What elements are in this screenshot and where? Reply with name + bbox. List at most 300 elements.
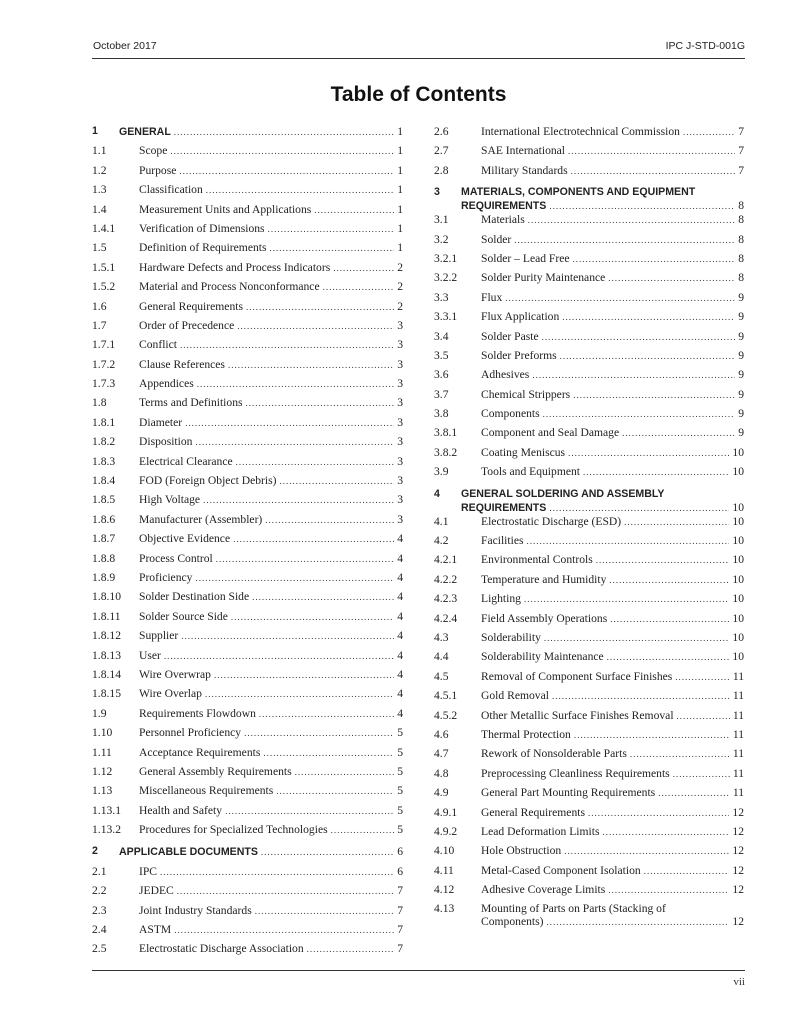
toc-entry-title: Temperature and Humidity: [481, 572, 607, 586]
toc-entry-body: [139, 765, 403, 779]
toc-page-number: 10: [732, 650, 744, 664]
toc-entry[interactable]: [434, 553, 744, 572]
toc-entry-body: [481, 864, 744, 878]
toc-page-number: 7: [738, 144, 744, 158]
toc-entry-title: Solderability: [481, 630, 541, 644]
toc-entry[interactable]: [434, 883, 744, 902]
toc-entry-line: [139, 804, 403, 818]
toc-entry-line: [139, 746, 403, 760]
toc-entry[interactable]: [92, 823, 403, 842]
toc-page-number: 4: [397, 648, 403, 662]
toc-entry-title: Other Metallic Surface Finishes Removal: [481, 708, 674, 722]
toc-entry-title: Wire Overwrap: [139, 667, 211, 681]
toc-page-number: 10: [732, 553, 744, 567]
toc-entry-number: 1.8.1: [92, 415, 116, 429]
header-document-id: IPC J-STD-001G: [665, 40, 745, 52]
toc-entry[interactable]: [92, 377, 403, 396]
toc-leader-dots: [214, 669, 394, 682]
toc-entry-body: [139, 261, 403, 275]
toc-leader-dots: [544, 632, 730, 645]
toc-entry-line: [139, 300, 403, 314]
toc-entry-title: GENERAL SOLDERING AND ASSEMBLY: [461, 487, 665, 500]
toc-entry[interactable]: [92, 241, 403, 260]
toc-entry[interactable]: [434, 144, 744, 163]
toc-entry[interactable]: [434, 573, 744, 592]
toc-leader-dots: [259, 708, 394, 721]
toc-entry[interactable]: [434, 864, 744, 883]
toc-entry[interactable]: [434, 213, 744, 232]
toc-entry-number: 4.12: [434, 883, 455, 897]
toc-entry[interactable]: [92, 164, 403, 183]
toc-entry-number: 4.5.1: [434, 689, 458, 703]
toc-entry-body: [481, 612, 744, 626]
toc-entry[interactable]: [434, 330, 744, 349]
toc-entry-body: [139, 358, 403, 372]
toc-entry-body: [139, 377, 403, 391]
toc-entry-body: [481, 213, 744, 227]
toc-entry[interactable]: [92, 904, 403, 923]
toc-leader-dots: [583, 466, 729, 479]
toc-entry-line: [481, 747, 744, 761]
toc-entry[interactable]: [434, 670, 744, 689]
toc-entry-line: [481, 271, 744, 285]
toc-entry-number: 1.8.13: [92, 648, 121, 662]
toc-entry[interactable]: [92, 358, 403, 377]
toc-leader-dots: [181, 630, 394, 643]
toc-entry[interactable]: [434, 349, 744, 368]
toc-entry-line: [481, 349, 744, 363]
toc-entry-title: Process Control: [139, 551, 213, 565]
toc-entry-title: Scope: [139, 144, 168, 158]
toc-entry-title: Removal of Component Surface Finishes: [481, 669, 673, 683]
toc-page-number: 3: [397, 474, 403, 488]
toc-entry-body: [139, 784, 403, 798]
toc-entry-body: [481, 747, 744, 761]
toc-entry-body: [139, 823, 403, 837]
toc-entry-line: [481, 164, 744, 178]
toc-entry-title: Solder – Lead Free: [481, 251, 570, 265]
toc-entry[interactable]: [92, 300, 403, 319]
toc-entry[interactable]: [92, 261, 403, 280]
toc-entry[interactable]: [434, 650, 744, 669]
toc-entry-number: 3.1: [434, 213, 449, 227]
toc-entry[interactable]: [434, 446, 744, 465]
toc-entry[interactable]: [92, 687, 403, 706]
toc-entry-line: [481, 806, 744, 820]
toc-entry[interactable]: [92, 455, 403, 474]
toc-entry[interactable]: [434, 465, 744, 484]
toc-entry[interactable]: [92, 610, 403, 629]
toc-entry-body: [139, 183, 403, 197]
toc-entry-title: Adhesive Coverage Limits: [481, 883, 606, 897]
toc-entry-title: Solder Paste: [481, 329, 539, 343]
toc-leader-dots: [246, 397, 395, 410]
toc-entry-title: Solder Destination Side: [139, 590, 250, 604]
toc-leader-dots: [673, 768, 730, 781]
toc-entry[interactable]: [92, 513, 403, 532]
toc-entry-line: [139, 183, 403, 197]
toc-entry[interactable]: [434, 291, 744, 310]
toc-entry-body: [139, 319, 403, 333]
toc-entry[interactable]: [92, 571, 403, 590]
toc-page-number: 1: [397, 163, 403, 177]
toc-page-number: 7: [397, 942, 403, 956]
toc-entry-body: [481, 515, 744, 529]
toc-entry[interactable]: [92, 532, 403, 551]
toc-entry-number: 4.9.1: [434, 805, 458, 819]
toc-entry-body: [139, 610, 403, 624]
toc-entry-number: 4.1: [434, 514, 449, 528]
toc-entry-body: [481, 573, 744, 587]
toc-leader-dots: [236, 456, 395, 469]
toc-page-number: 10: [732, 534, 744, 548]
toc-entry-line: [139, 865, 403, 879]
toc-page-number: 10: [732, 630, 744, 644]
toc-entry-body: [481, 125, 744, 139]
toc-entry[interactable]: [434, 515, 744, 534]
toc-page-number: 7: [397, 923, 403, 937]
toc-entry-body: [481, 426, 744, 440]
footer-rule: [92, 970, 745, 971]
toc-leader-dots: [542, 331, 736, 344]
toc-leader-dots: [560, 350, 736, 363]
toc-entry-body: [481, 349, 744, 363]
toc-leader-dots: [216, 553, 394, 566]
toc-entry-number: 4.13: [434, 902, 455, 916]
toc-entry-line: [461, 488, 744, 501]
toc-page-number: 1: [397, 202, 403, 216]
toc-entry-number: 4.9: [434, 786, 449, 800]
toc-entry-body: [481, 534, 744, 548]
toc-entry-body: [139, 435, 403, 449]
toc-page-number: 9: [738, 387, 744, 401]
toc-entry[interactable]: [434, 592, 744, 611]
toc-page-number: 3: [397, 454, 403, 468]
toc-entry-number: 2: [92, 845, 98, 858]
toc-entry[interactable]: [434, 631, 744, 650]
toc-entry-number: 1.8.11: [92, 609, 121, 623]
toc-page-number: 11: [732, 786, 744, 800]
toc-entry-line: [139, 513, 403, 527]
toc-entry-line: [119, 845, 403, 859]
toc-leader-dots: [164, 650, 394, 663]
toc-entry-line: [139, 552, 403, 566]
toc-page-number: 12: [732, 824, 744, 838]
toc-leader-dots: [263, 747, 394, 760]
toc-entry[interactable]: [92, 668, 403, 687]
toc-entry[interactable]: [434, 368, 744, 387]
toc-entry-line: [139, 629, 403, 643]
toc-entry[interactable]: [92, 319, 403, 338]
toc-leader-dots: [543, 408, 736, 421]
toc-entry-title: Electrostatic Discharge Association: [139, 942, 304, 956]
toc-entry-number: 4.2.4: [434, 611, 458, 625]
toc-entry[interactable]: [434, 388, 744, 407]
toc-entry-number: 1.8.4: [92, 474, 116, 488]
toc-entry-title: Solder Preforms: [481, 348, 557, 362]
toc-page-number: 10: [732, 500, 744, 514]
toc-entry-line: [481, 368, 744, 382]
toc-entry-title: Adhesives: [481, 368, 530, 382]
toc-entry[interactable]: [434, 806, 744, 825]
toc-entry-body: [481, 786, 744, 800]
toc-entry[interactable]: [434, 164, 744, 183]
toc-entry-number: 3.7: [434, 387, 449, 401]
toc-entry-number: 4.7: [434, 747, 449, 761]
toc-entry[interactable]: [434, 709, 744, 728]
toc-page-number: 4: [397, 590, 403, 604]
toc-entry-title: Metal-Cased Component Isolation: [481, 863, 641, 877]
page-title: Table of Contents: [330, 83, 507, 106]
toc-page-number: 4: [397, 570, 403, 584]
toc-entry[interactable]: [92, 203, 403, 222]
toc-leader-dots: [270, 242, 395, 255]
toc-entry[interactable]: [434, 310, 744, 329]
toc-entry-line: [481, 864, 744, 878]
toc-entry-line: [139, 144, 403, 158]
toc-entry-number: 1.8.10: [92, 590, 121, 604]
toc-entry[interactable]: [92, 222, 403, 241]
toc-entry[interactable]: [92, 629, 403, 648]
toc-entry-number: 2.5: [92, 942, 107, 956]
toc-entry-number: 1.13.2: [92, 823, 121, 837]
toc-entry-line: [481, 825, 744, 839]
toc-entry[interactable]: [434, 728, 744, 747]
toc-entry[interactable]: [434, 844, 744, 863]
toc-leader-dots: [265, 514, 394, 527]
toc-entry-line: [139, 164, 403, 178]
toc-left-column: [92, 125, 403, 962]
toc-entry[interactable]: [92, 144, 403, 163]
toc-entry-number: 4: [434, 487, 440, 500]
toc-entry-body: [119, 125, 403, 139]
toc-entry-title-continued: Components): [481, 915, 544, 929]
toc-entry-body: [481, 825, 744, 839]
toc-entry-title: Solder Purity Maintenance: [481, 271, 606, 285]
toc-entry-title: Wire Overlap: [139, 687, 202, 701]
toc-page-number: 3: [397, 357, 403, 371]
toc-entry-body: [139, 804, 403, 818]
toc-entry[interactable]: [92, 942, 403, 961]
toc-entry[interactable]: [434, 233, 744, 252]
toc-entry-body: [139, 707, 403, 721]
toc-entry-body: [139, 164, 403, 178]
toc-entry-line: [481, 844, 744, 858]
toc-entry[interactable]: [434, 786, 744, 805]
toc-entry[interactable]: [92, 765, 403, 784]
toc-page-number: 9: [738, 368, 744, 382]
toc-entry-number: 1.2: [92, 163, 107, 177]
toc-section-heading[interactable]: [434, 186, 744, 213]
toc-entry[interactable]: [92, 884, 403, 903]
toc-entry[interactable]: [434, 747, 744, 766]
toc-entry-line: [139, 455, 403, 469]
toc-entry-number: 1.1: [92, 144, 107, 158]
toc-leader-dots: [630, 748, 730, 761]
toc-entry[interactable]: [434, 612, 744, 631]
toc-entry[interactable]: [434, 902, 744, 932]
toc-leader-dots: [323, 281, 395, 294]
toc-entry[interactable]: [92, 923, 403, 942]
toc-entry[interactable]: [92, 474, 403, 493]
toc-page-number: 5: [397, 764, 403, 778]
toc-entry-line: [481, 786, 744, 800]
toc-page-number: 10: [732, 592, 744, 606]
toc-entry[interactable]: [92, 435, 403, 454]
page-number: vii: [733, 976, 745, 988]
toc-entry-line: [139, 377, 403, 391]
toc-entry[interactable]: [92, 784, 403, 803]
toc-entry-body: [481, 233, 744, 247]
toc-leader-dots: [331, 824, 395, 837]
toc-entry-title: Flux: [481, 290, 503, 304]
toc-entry[interactable]: [92, 746, 403, 765]
toc-entry[interactable]: [434, 767, 744, 786]
toc-entry-number: 2.3: [92, 903, 107, 917]
toc-page-number: 1: [397, 125, 403, 138]
toc-section-heading[interactable]: [92, 845, 403, 864]
toc-entry-number: 3.9: [434, 465, 449, 479]
toc-entry-title: Mounting of Parts on Parts (Stacking of: [481, 902, 666, 916]
toc-section-heading[interactable]: [434, 488, 744, 515]
toc-entry-number: 1.8.9: [92, 570, 116, 584]
toc-leader-dots: [205, 688, 394, 701]
toc-entry[interactable]: [434, 407, 744, 426]
toc-entry-number: 4.2.2: [434, 572, 458, 586]
toc-leader-dots: [562, 311, 735, 324]
toc-entry[interactable]: [92, 590, 403, 609]
toc-entry-line: [461, 186, 744, 199]
toc-entry-body: [139, 629, 403, 643]
toc-entry-body: [481, 407, 744, 421]
toc-entry-title: Military Standards: [481, 163, 568, 177]
toc-entry[interactable]: [434, 534, 744, 553]
toc-entry-body: [481, 592, 744, 606]
toc-entry-title: International Electrotechnical Commission: [481, 125, 680, 138]
toc-entry-body: [139, 416, 403, 430]
toc-leader-dots: [568, 145, 735, 158]
toc-entry[interactable]: [434, 825, 744, 844]
toc-entry-title: Thermal Protection: [481, 727, 571, 741]
toc-page-number: 11: [732, 747, 744, 761]
toc-page-number: 3: [397, 318, 403, 332]
toc-entry-title: Definition of Requirements: [139, 241, 267, 255]
toc-page-number: 4: [397, 629, 403, 643]
toc-entry[interactable]: [92, 707, 403, 726]
toc-entry[interactable]: [92, 726, 403, 745]
toc-page-number: 8: [738, 232, 744, 246]
toc-page-number: 11: [732, 766, 744, 780]
toc-entry-number: 2.2: [92, 884, 107, 898]
toc-entry[interactable]: [92, 416, 403, 435]
toc-entry-line: [481, 631, 744, 645]
toc-leader-dots: [546, 916, 729, 929]
toc-entry[interactable]: [434, 271, 744, 290]
toc-leader-dots: [203, 494, 394, 507]
toc-leader-dots: [179, 165, 394, 178]
toc-entry[interactable]: [434, 689, 744, 708]
toc-leader-dots: [228, 359, 394, 372]
toc-leader-dots: [505, 292, 735, 305]
toc-leader-dots: [610, 613, 729, 626]
toc-page-number: 9: [738, 407, 744, 421]
toc-entry[interactable]: [92, 280, 403, 299]
toc-entry[interactable]: [92, 183, 403, 202]
toc-entry-title: Acceptance Requirements: [139, 745, 261, 759]
toc-entry-number: 3.2.1: [434, 251, 458, 265]
toc-entry-number: 1.8.14: [92, 667, 121, 681]
toc-entry[interactable]: [92, 865, 403, 884]
toc-entry-title: Manufacturer (Assembler): [139, 512, 263, 526]
toc-entry-line: [481, 213, 744, 227]
toc-leader-dots: [568, 447, 729, 460]
toc-entry-line: [139, 241, 403, 255]
toc-entry-number: 1.8.3: [92, 454, 116, 468]
toc-page-number: 10: [732, 514, 744, 528]
toc-entry[interactable]: [92, 493, 403, 512]
toc-page-number: 1: [397, 183, 403, 197]
toc-entry[interactable]: [92, 338, 403, 357]
toc-entry-number: 1.8: [92, 396, 107, 410]
toc-entry[interactable]: [92, 552, 403, 571]
toc-entry[interactable]: [434, 252, 744, 271]
header-date: October 2017: [93, 40, 157, 52]
toc-page-number: 5: [397, 823, 403, 837]
toc-entry-title-continued: REQUIREMENTS: [461, 200, 547, 213]
toc-leader-dots: [571, 165, 736, 178]
toc-entry-number: 3.4: [434, 329, 449, 343]
toc-page-number: 12: [732, 863, 744, 877]
toc-entry[interactable]: [92, 804, 403, 823]
toc-entry-number: 1.13: [92, 784, 113, 798]
toc-page-number: 9: [738, 426, 744, 440]
toc-leader-dots: [596, 554, 730, 567]
toc-entry-number: 1.10: [92, 726, 113, 740]
toc-entry-line: [481, 446, 744, 460]
toc-entry[interactable]: [92, 649, 403, 668]
toc-leader-dots: [608, 884, 729, 897]
toc-leader-dots: [602, 826, 729, 839]
toc-entry[interactable]: [434, 426, 744, 445]
toc-entry-line: [481, 534, 744, 548]
toc-leader-dots: [276, 785, 394, 798]
toc-entry-title: Component and Seal Damage: [481, 426, 620, 440]
toc-leader-dots: [333, 262, 394, 275]
toc-entry-number: 2.6: [434, 125, 449, 138]
toc-section-heading[interactable]: [92, 125, 403, 144]
toc-entry-line: [481, 310, 744, 324]
toc-entry-line: [139, 358, 403, 372]
toc-entry-line: [481, 291, 744, 305]
toc-leader-dots: [573, 389, 735, 402]
toc-entry-title: APPLICABLE DOCUMENTS: [119, 846, 258, 859]
toc-entry-number: 1.5.2: [92, 280, 116, 294]
toc-entry-title: Materials: [481, 213, 525, 227]
toc-leader-dots: [622, 427, 735, 440]
toc-page-number: 12: [732, 805, 744, 819]
toc-entry-title: Requirements Flowdown: [139, 706, 256, 720]
toc-entry-line: [481, 407, 744, 421]
toc-entry[interactable]: [92, 396, 403, 415]
toc-entry-body: [139, 532, 403, 546]
toc-entry-number: 4.2: [434, 534, 449, 548]
toc-page-number: 7: [738, 125, 744, 138]
toc-entry-line: [481, 650, 744, 664]
toc-entry-title: Electrical Clearance: [139, 454, 233, 468]
toc-entry[interactable]: [434, 125, 744, 144]
toc-entry-line: [481, 515, 744, 529]
toc-leader-dots: [244, 727, 394, 740]
